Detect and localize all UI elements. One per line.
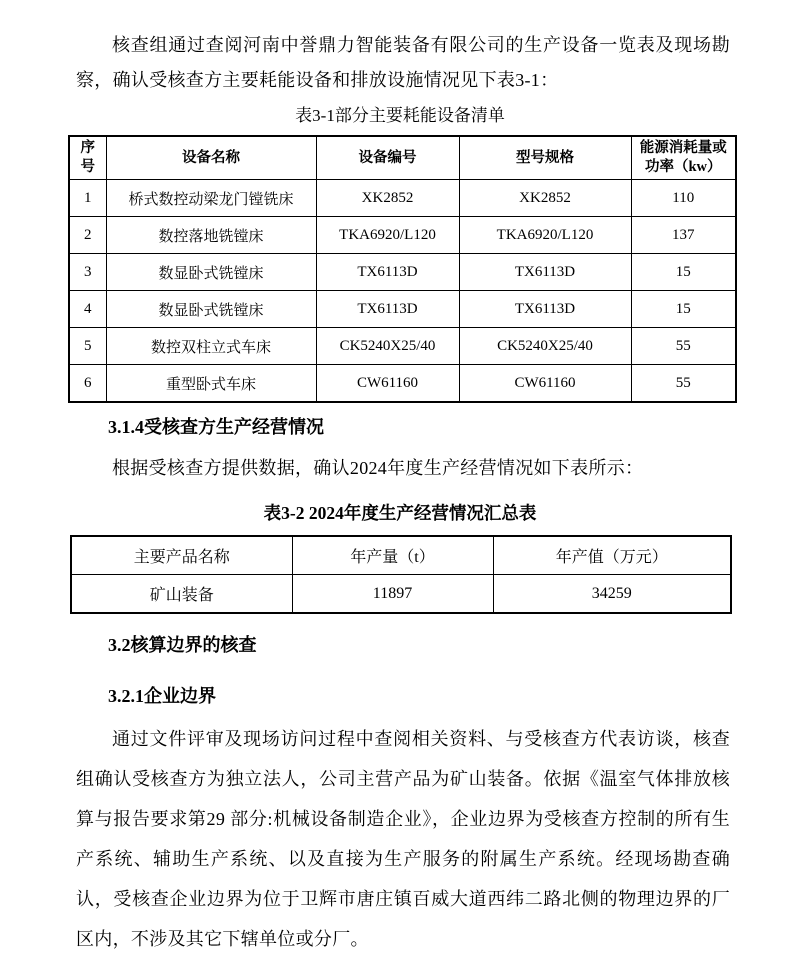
table-cell: 4	[69, 291, 106, 328]
table-row	[69, 328, 736, 365]
table-cell: 数显卧式铣镗床	[106, 254, 316, 291]
table-row	[69, 365, 736, 403]
table-cell: 数控落地铣镗床	[106, 217, 316, 254]
table-cell: 数控双柱立式车床	[106, 328, 316, 365]
table-cell: 55	[631, 328, 736, 365]
table1-header-row	[69, 136, 736, 180]
table-cell: 3	[69, 254, 106, 291]
table-cell: 15	[631, 254, 736, 291]
boundary-paragraph: 通过文件评审及现场访问过程中查阅相关资料、与受核查方代表访谈，核查组确认受核查方为独立法人，公司主营产品为矿山装备。依据《温室气体排放核算与报告要求第29 部分:机械设备制造企业》，企业边界为受核查方控制的所有生产系统、辅助生产系统、以及直接为生产服务的附属生产系统。经现场勘查确认，受核查企业边界为位于卫辉市唐庄镇百威大道西纬二路北侧的物理边界的厂区内，不涉及其它下辖单位或分厂。	[76, 729, 730, 949]
table1-header-equipment-name: 设备名称	[106, 136, 316, 180]
table-cell: TX6113D	[316, 291, 459, 328]
section-heading-3-2-1: 3.2.1企业边界	[108, 686, 216, 706]
table-cell: XK2852	[316, 180, 459, 217]
production-intro-paragraph: 根据受核查方提供数据，确认2024年度生产经营情况如下表所示：	[112, 458, 644, 478]
table-cell: TX6113D	[316, 254, 459, 291]
table-row	[69, 180, 736, 217]
table-row	[71, 575, 731, 614]
table1-caption: 表3-1部分主要耗能设备清单	[295, 106, 505, 125]
table-cell: CW61160	[316, 365, 459, 403]
table2-body	[71, 575, 731, 614]
table-cell: 6	[69, 365, 106, 403]
table-cell: 数显卧式铣镗床	[106, 291, 316, 328]
table-cell: 桥式数控动梁龙门镗铣床	[106, 180, 316, 217]
energy-equipment-table	[68, 135, 737, 403]
table-cell: 5	[69, 328, 106, 365]
table-cell: 1	[69, 180, 106, 217]
table2-header-product-name: 主要产品名称	[71, 536, 292, 575]
table2-header-annual-value: 年产值（万元）	[493, 536, 731, 575]
table-cell: CK5240X25/40	[459, 328, 631, 365]
table-row	[69, 217, 736, 254]
table-cell: 34259	[493, 575, 731, 614]
table-cell: TKA6920/L120	[316, 217, 459, 254]
section-heading-3-2: 3.2核算边界的核查	[108, 635, 257, 655]
table-cell: TKA6920/L120	[459, 217, 631, 254]
table2-header-row	[71, 536, 731, 575]
table1-header-model-spec: 型号规格	[459, 136, 631, 180]
table-cell: 矿山装备	[71, 575, 292, 614]
table-cell: 15	[631, 291, 736, 328]
table-cell: 110	[631, 180, 736, 217]
table-cell: TX6113D	[459, 291, 631, 328]
intro-paragraph: 核查组通过查阅河南中誉鼎力智能装备有限公司的生产设备一览表及现场勘察，确认受核查方主要耗能设备和排放设施情况见下表3-1：	[76, 35, 730, 90]
table-cell: 137	[631, 217, 736, 254]
table1-header-energy-power: 能源消耗量或功率（kw）	[631, 136, 736, 180]
table-row	[69, 291, 736, 328]
table-cell: 11897	[292, 575, 493, 614]
table1-body	[69, 180, 736, 403]
table-cell: TX6113D	[459, 254, 631, 291]
table1-header-equipment-number: 设备编号	[316, 136, 459, 180]
section-heading-3-1-4: 3.1.4受核查方生产经营情况	[108, 417, 324, 437]
table-cell: 55	[631, 365, 736, 403]
table2-header	[71, 536, 731, 575]
table1-header	[69, 136, 736, 180]
table-cell: 2	[69, 217, 106, 254]
table2-caption: 表3-2 2024年度生产经营情况汇总表	[263, 503, 537, 523]
table-cell: CW61160	[459, 365, 631, 403]
table-cell: 重型卧式车床	[106, 365, 316, 403]
table-cell: CK5240X25/40	[316, 328, 459, 365]
production-summary-table	[70, 535, 732, 614]
table2-header-annual-output: 年产量（t）	[292, 536, 493, 575]
table1-header-index: 序号	[69, 136, 106, 180]
table-row	[69, 254, 736, 291]
table-cell: XK2852	[459, 180, 631, 217]
